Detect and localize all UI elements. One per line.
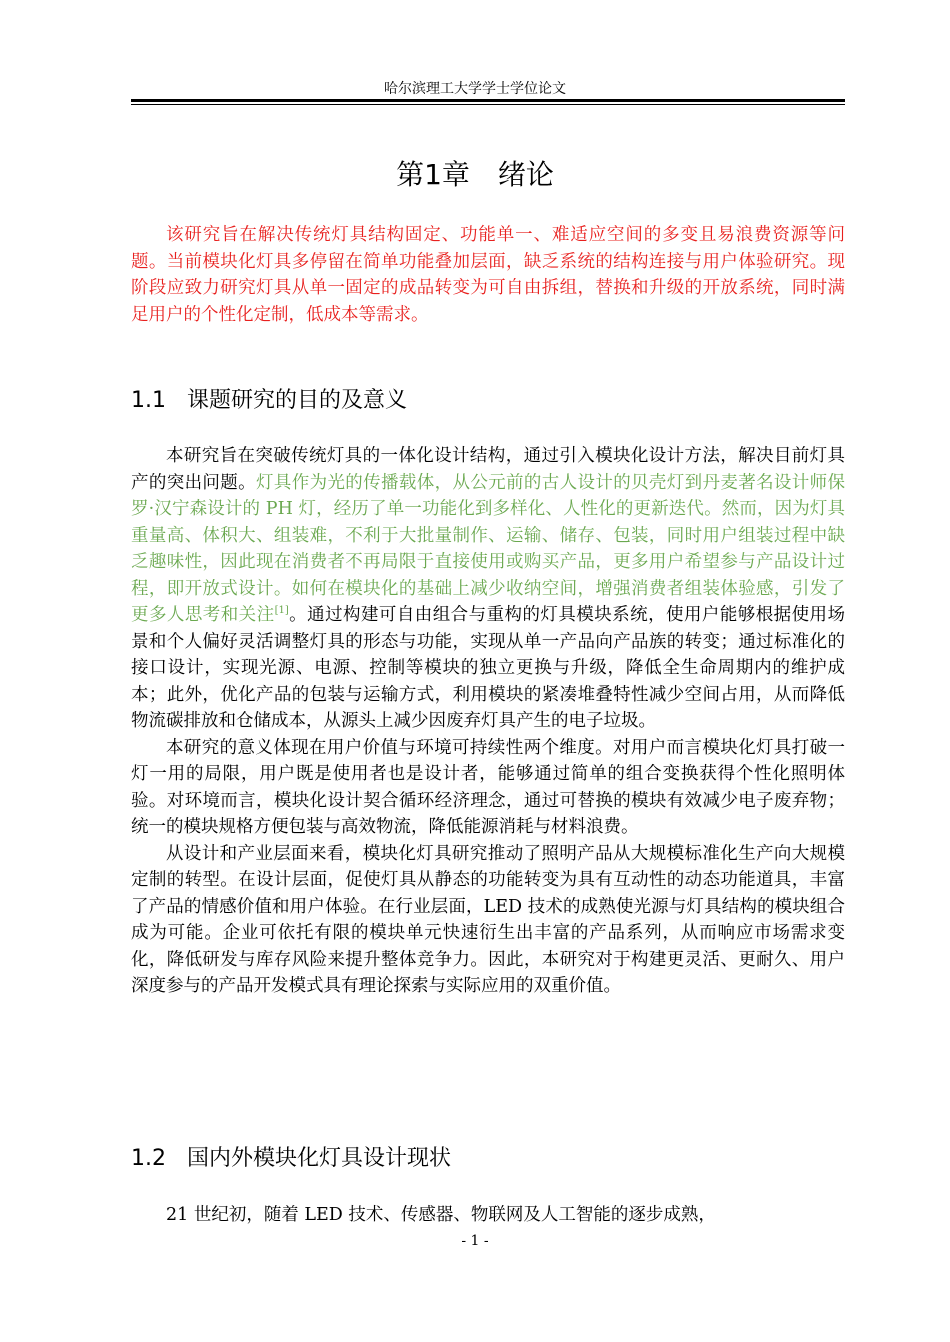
paragraph: 本研究的意义体现在用户价值与环境可持续性两个维度。对用户而言模块化灯具打破一灯一用的局限，用户既是使用者也是设计者，能够通过简单的组合变换获得个性化照明体验。对环境而言，模块化设计契合循环经济理念，通过可替换的模块有效减少电子废弃物；统一的模块规格方便包装与高效物流，降低能源消耗与材料浪费。 bbox=[131, 737, 845, 837]
intro-paragraph: 该研究旨在解决传统灯具结构固定、功能单一、难适应空间的多变且易浪费资源等问题。当前模块化灯具多停留在简单功能叠加层面，缺乏系统的结构连接与用户体验研究。现阶段应致力研究灯具从单一固定的成品转变为可自由拆组，替换和升级的开放系统，同时满足用户的个性化定制，低成本等需求。 bbox=[131, 225, 845, 325]
paragraph: 21 世纪初，随着 LED 技术、传感器、物联网及人工智能的逐步成熟， bbox=[166, 1205, 716, 1225]
section-heading-1-2 bbox=[131, 1144, 845, 1174]
intro-block bbox=[131, 222, 845, 328]
paragraph: 从设计和产业层面来看，模块化灯具研究推动了照明产品从大规模标准化生产向大规模定制的转型。在设计层面，促使灯具从静态的功能转变为具有互动性的动态功能道具，丰富了产品的情感价值和用户体验。在行业层面，LED 技术的成熟使光源与灯具结构的模块组合成为可能。企业可依托有限的模块单元快速衍生出丰富的产品系列，从而响应市场需求变化，降低研发与库存风险来提升整体竞争力。因此，本研究对于构建更灵活、更耐久、用户深度参与的产品开发模式具有理论探索与实际应用的双重价值。 bbox=[131, 843, 845, 996]
section-1-1-body bbox=[131, 443, 845, 1000]
section-number: 1.1 bbox=[131, 388, 166, 413]
running-header: 哈尔滨理工大学学士学位论文 bbox=[384, 81, 566, 97]
page-number: - 1 - bbox=[461, 1233, 489, 1249]
paragraph-text: 。通过构建可自由组合与重构的灯具模块系统，使用户能够根据使用场景和个人偏好灵活调整灯具的形态与功能，实现从单一产品向产品族的转变；通过标准化的接口设计，实现光源、电源、控制等模块的独立更换与升级，降低全生命周期内的维护成本；此外，优化产品的包装与运输方式，利用模块的紧凑堆叠特性减少空间占用，从而降低物流碳排放和仓储成本，从源头上减少因废弃灯具产生的电子垃圾。 bbox=[131, 605, 846, 731]
section-number: 1.2 bbox=[131, 1146, 166, 1171]
section-heading-1-1 bbox=[131, 386, 845, 416]
paragraph-text: 本研究旨在突破传统灯具的一体化设计结构，通过引入模块化设计方法，解决目前灯具产的突出问题。 bbox=[131, 446, 845, 493]
citation-ref: [1] bbox=[274, 605, 289, 617]
header-rule-thick bbox=[131, 99, 845, 102]
section-title: 课题研究的目的及意义 bbox=[187, 388, 408, 413]
section-1-2-body bbox=[131, 1202, 845, 1229]
header-rule-thin bbox=[131, 104, 845, 105]
section-title: 国内外模块化灯具设计现状 bbox=[187, 1146, 452, 1171]
highlighted-text: 灯具作为光的传播载体，从公元前的古人设计的贝壳灯到丹麦著名设计师保罗·汉宁森设计的 PH 灯，经历了单一功能化到多样化、人性化的更新迭代。然而，因为灯具重量高、体积大、组装难，不利于大批量制作、运输、储存、包装，同时用户组装过程中缺乏趣味性，因此现在消费者不再局限于直接使用或购买产品，更多用户希望参与产品设计过程，即开放式设计。如何在模块化的基础上减少收纳空间，增强消费者组装体验感，引发了更多人思考和关注 bbox=[131, 472, 846, 625]
chapter-title: 第1章 绪论 bbox=[396, 158, 554, 191]
paragraph bbox=[131, 443, 845, 735]
